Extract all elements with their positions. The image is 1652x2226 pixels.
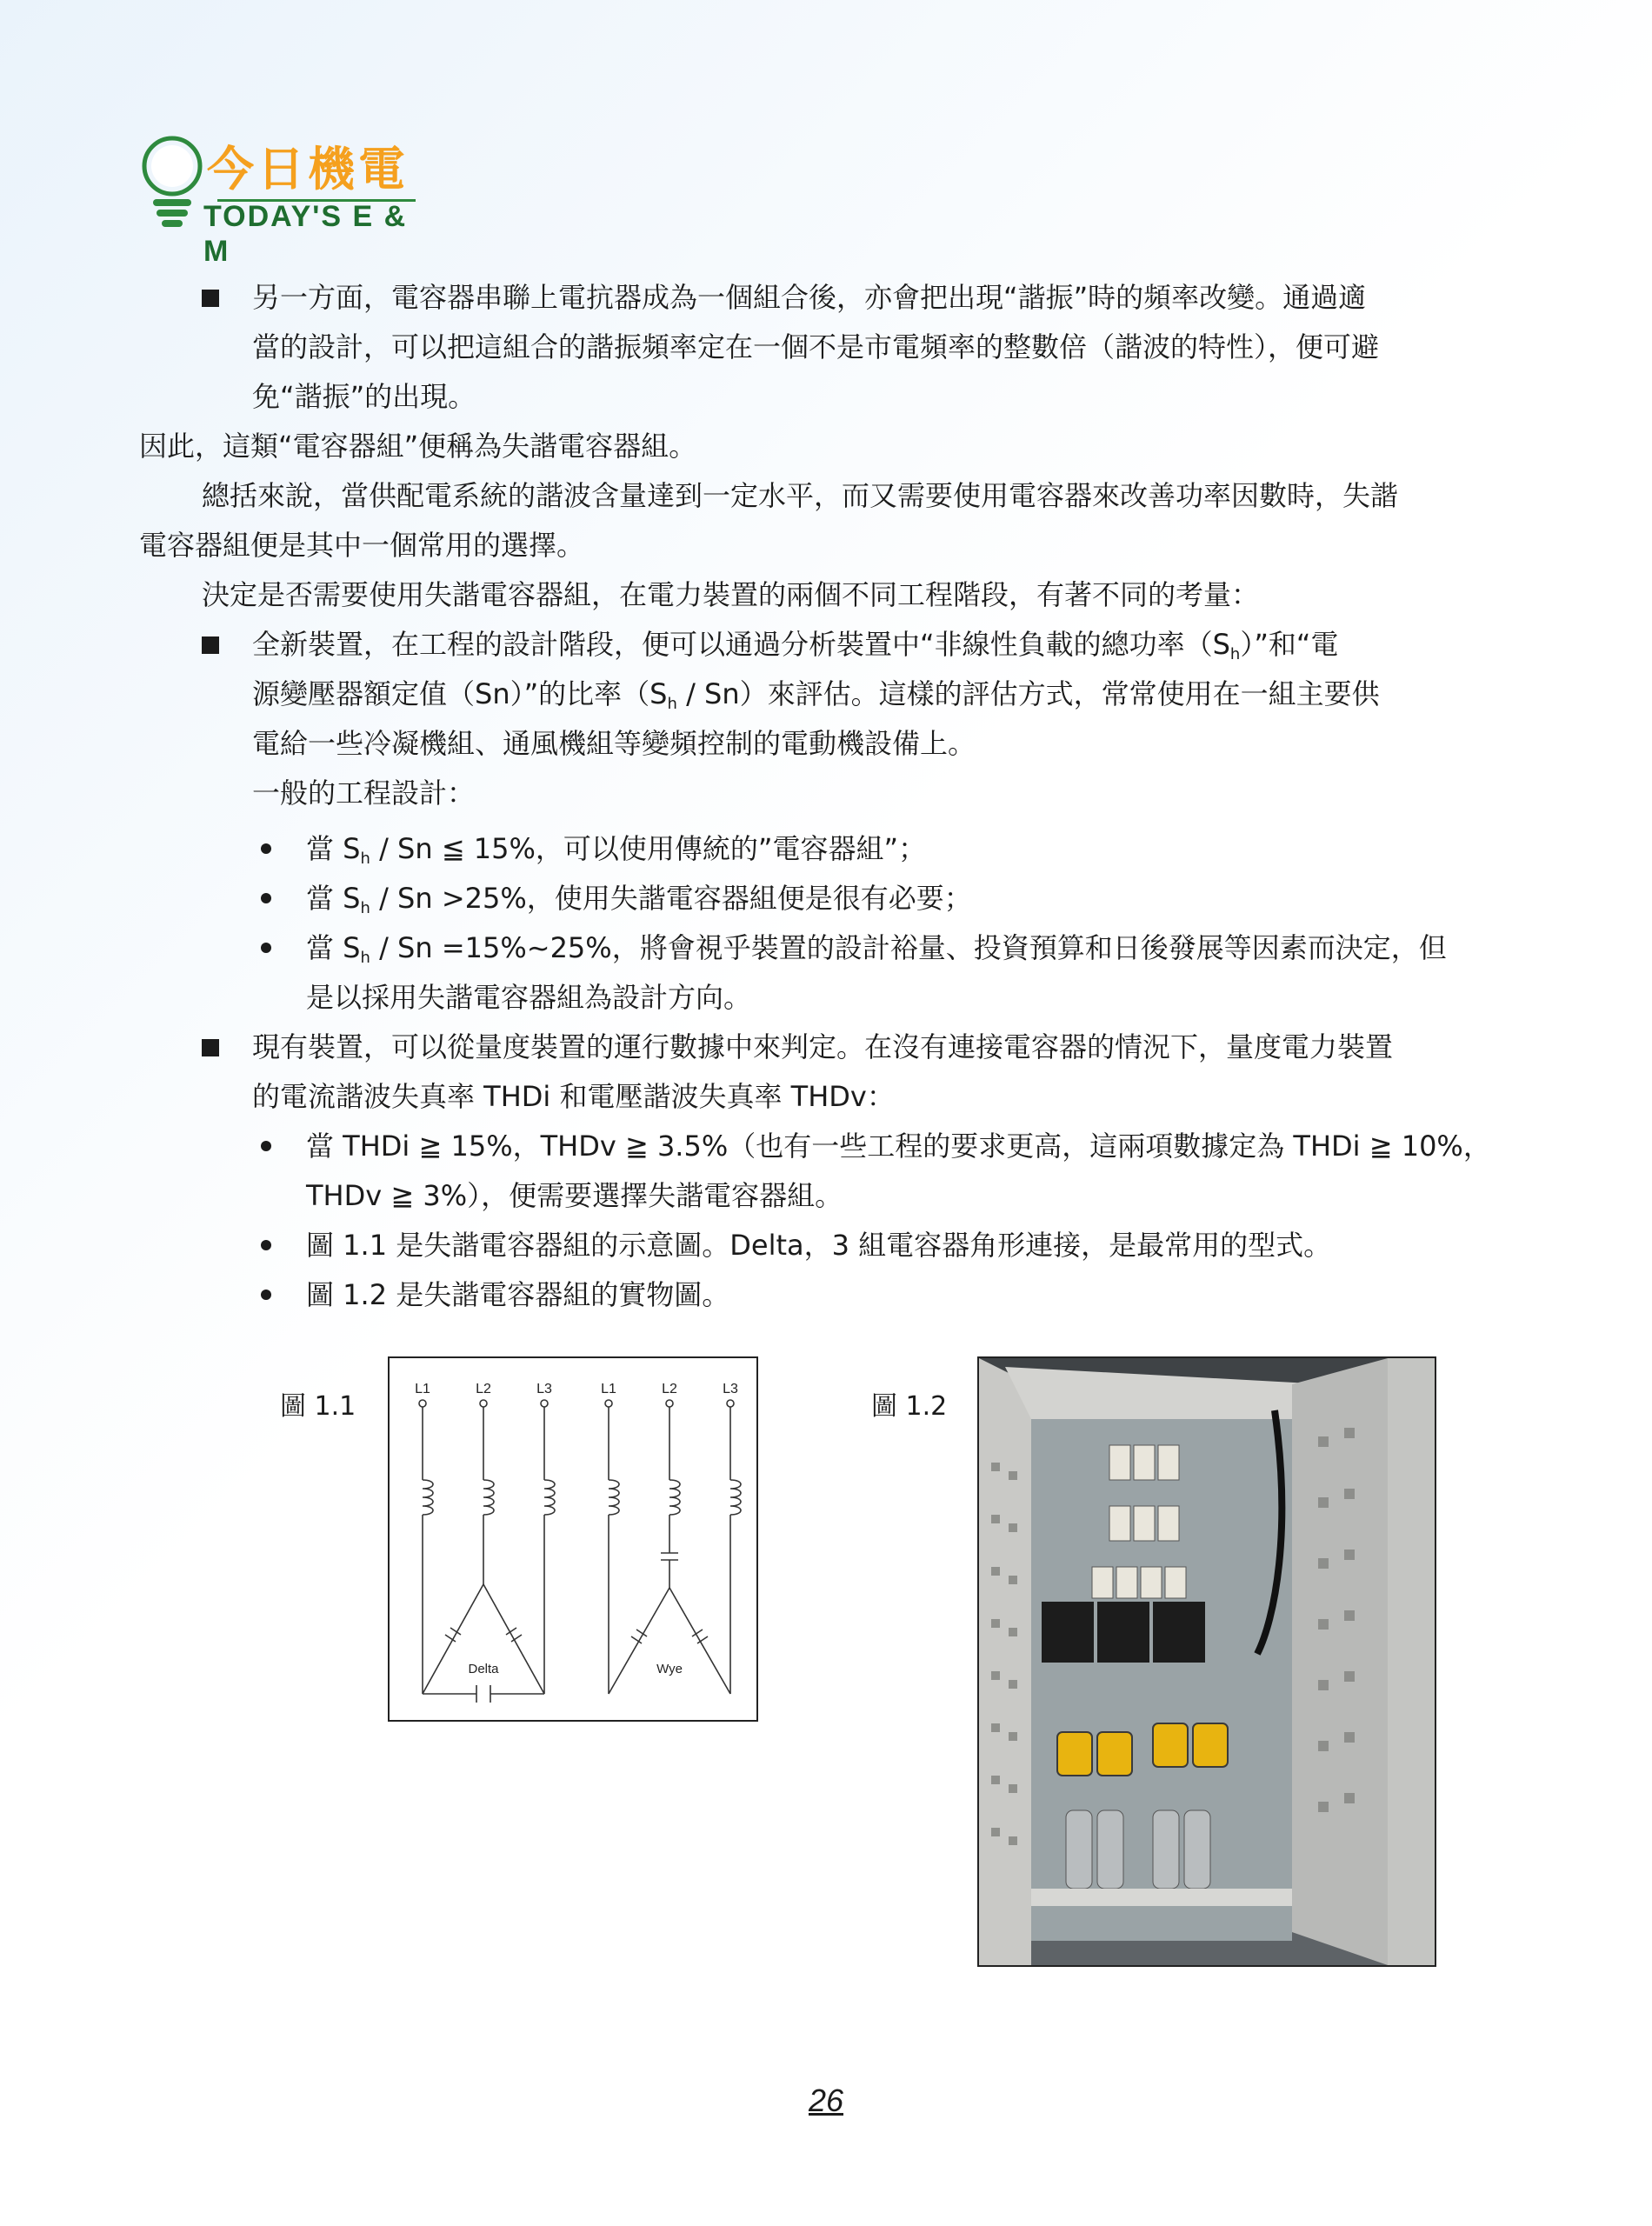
list-item: 當 $S_h$ / Sn =15%~25%，將會視乎裝置的設計裕量、投資預算和日後發展等因素而決定，但: [306, 931, 1447, 967]
bullet-dot: [261, 893, 271, 903]
paragraph-line: 電給一些冷凝機組、通風機組等變頻控制的電動機設備上。: [252, 727, 976, 760]
delta-label: Delta: [468, 1662, 499, 1676]
logo-title-cn: 今日機電: [207, 142, 409, 197]
paragraph-line: 因此，這類“電容器組”便稱為失諧電容器組。: [139, 430, 697, 463]
label-l1: L1: [415, 1382, 430, 1396]
capacitor-cabinet-photo: [979, 1358, 1435, 1965]
logo-title-en: TODAY'S E & M: [203, 200, 408, 268]
list-item: 是以採用失諧電容器組為設計方向。: [306, 981, 752, 1014]
bullet-square: [202, 290, 219, 307]
figure-1-2-photo: [977, 1356, 1436, 1967]
bullet-dot: [261, 1141, 271, 1151]
list-item: 當 THDi ≧ 15%，THDv ≧ 3.5%（也有一些工程的要求更高，這兩項數據定為 THDi ≧ 10%，: [306, 1130, 1491, 1163]
bullet-dot: [261, 843, 271, 854]
bullet-dot: [261, 1290, 271, 1300]
label-l3: L3: [723, 1382, 738, 1396]
paragraph-line: 總括來說，當供配電系統的諧波含量達到一定水平，而又需要使用電容器來改善功率因數時，失諧: [202, 479, 1399, 512]
paragraph-line: 全新裝置，在工程的設計階段，便可以通過分析裝置中“非線性負載的總功率$(S_h)$”和“電: [252, 628, 1339, 663]
bullet-square: [202, 636, 219, 654]
paragraph-line: 的電流諧波失真率 THDi 和電壓諧波失真率 THDv：: [252, 1080, 895, 1113]
label-l2: L2: [476, 1382, 491, 1396]
page-number: 26: [808, 2083, 844, 2118]
logo: [139, 135, 417, 268]
paragraph-line: 現有裝置，可以從量度裝置的運行數據中來判定。在沒有連接電容器的情況下，量度電力裝置: [252, 1030, 1394, 1063]
paragraph-line: 當的設計，可以把這組合的諧振頻率定在一個不是市電頻率的整數倍（諧波的特性），便可避: [252, 330, 1380, 363]
wye-label: Wye: [656, 1662, 683, 1676]
bullet-dot: [261, 943, 271, 953]
list-item: 當 $S_h / Sn >25\%$，使用失諧電容器組便是很有必要；: [306, 882, 972, 917]
paragraph-line: 源變壓器額定值（Sn）”的比率$(S_h / Sn)$來評估。這樣的評估方式，常常使用在一組主要供: [252, 677, 1380, 713]
list-item: 當 $S_h$ / Sn ≦ 15%，可以使用傳統的”電容器組”；: [306, 832, 927, 868]
paragraph-line: 決定是否需要使用失諧電容器組，在電力裝置的兩個不同工程階段，有著不同的考量：: [202, 578, 1260, 611]
figure-1-1-circuit-diagram: [388, 1356, 758, 1722]
paragraph-line: 另一方面，電容器串聯上電抗器成為一個組合後，亦會把出現“諧振”時的頻率改變。通過適: [252, 281, 1367, 314]
paragraph-line: 免“諧振”的出現。: [252, 380, 476, 413]
bullet-dot: [261, 1240, 271, 1250]
list-item: 圖 1.2 是失諧電容器組的實物圖。: [306, 1278, 730, 1311]
label-l1: L1: [601, 1382, 616, 1396]
list-item: THDv ≧ 3%），便需要選擇失諧電容器組。: [306, 1179, 843, 1212]
bullet-square: [202, 1039, 219, 1056]
circuit-diagram: [390, 1358, 756, 1720]
list-item: 圖 1.1 是失諧電容器組的示意圖。Delta，3 組電容器角形連接，是最常用的型式。: [306, 1229, 1332, 1262]
paragraph-line: 一般的工程設計：: [252, 776, 476, 810]
paragraph-line: 電容器組便是其中一個常用的選擇。: [139, 529, 585, 562]
figure-1-2-caption: 圖 1.2: [871, 1391, 948, 1422]
label-l3: L3: [536, 1382, 552, 1396]
figure-1-1-caption: 圖 1.1: [280, 1391, 356, 1422]
label-l2: L2: [662, 1382, 677, 1396]
